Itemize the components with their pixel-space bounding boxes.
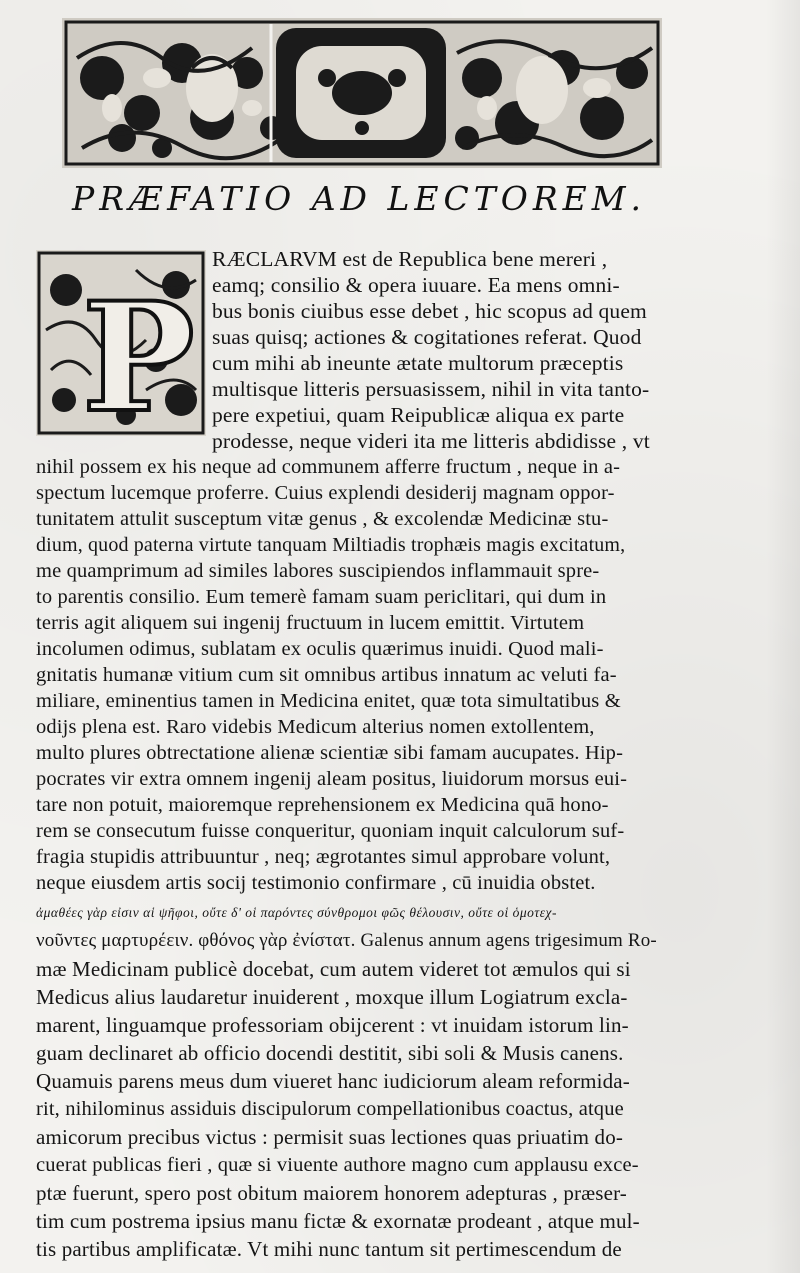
- text-line: gnitatis humanæ vitium cum sit omnibus artibus innatum ac veluti fa-: [36, 664, 617, 686]
- text-line: eamq; consilio & opera iuuare. Ea mens omni-: [212, 273, 620, 297]
- text-line: marent, linguamque professoriam obijcerent : vt inuidam istorum lin-: [36, 1013, 629, 1037]
- text-line: prodesse, neque videri ita me litteris abdidisse , vt: [212, 429, 650, 453]
- text-line: fragia stupidis attribuuntur , neq; ægrotantes simul approbare volunt,: [36, 846, 611, 868]
- text-line: νοῦντες μαρτυρέειν. φθόνος γὰρ ἐνίστατ. Galenus annum agens trigesimum Ro-: [36, 930, 657, 951]
- text-line: tim cum postrema ipsius manu fictæ & exornatæ prodeant , atque mul-: [36, 1209, 640, 1233]
- text-line: rem se consecutum fuisse conqueritur, quoniam inquit calculorum suf-: [36, 820, 625, 842]
- text-line: tare non potuit, maioremque reprehensionem ex Medicina quā hono-: [36, 794, 609, 816]
- text-line: dium, quod paterna virtute tanquam Miltiadis trophæis magis excitatum,: [36, 534, 626, 556]
- text-line: cum mihi ab ineunte ætate multorum præceptis: [212, 351, 624, 375]
- text-line: ptæ fuerunt, spero post obitum maiorem honorem adepturas , præser-: [36, 1181, 627, 1205]
- text-line: mæ Medicinam publicè docebat, cum autem videret tot æmulos qui si: [36, 957, 631, 981]
- page-title: PRÆFATIO AD LECTOREM.: [72, 179, 647, 218]
- text-line: pocrates vir extra omnem ingenij aleam positus, liuidorum morsus eui-: [36, 768, 628, 790]
- text-line: Quamuis parens meus dum viueret hanc iudiciorum aleam reformida-: [36, 1069, 630, 1093]
- text-line: spectum lucemque proferre. Cuius explendi desiderij magnam oppor-: [36, 482, 615, 504]
- text-line: me quamprimum ad similes labores suscipiendos inflammauit spre-: [36, 560, 600, 582]
- text-line: guam declinaret ab officio docendi destitit, sibi soli & Musis canens.: [36, 1041, 624, 1065]
- text-line: odijs plena est. Raro videbis Medicum alterius nomen extollentem,: [36, 716, 595, 738]
- greek-quote-line: ἀμαθέες γὰρ εἰσιν αἱ ψῆφοι, οὔτε δ' οἱ παρόντες σύνθρομοι φῶς θέλουσιν, οὔτε οἱ ὁμοτεχ-: [36, 905, 557, 920]
- text-line: nihil possem ex his neque ad communem afferre fructum , neque in a-: [36, 456, 621, 478]
- text-line: bus bonis ciuibus esse debet , hic scopus ad quem: [212, 299, 647, 323]
- text-line: rit, nihilominus assiduis discipulorum compellationibus coactus, atque: [36, 1098, 624, 1120]
- text-line: tunitatem attulit susceptum vitæ genus , & excolendæ Medicinæ stu-: [36, 508, 609, 530]
- text-line: pere expetiui, quam Reipublicæ aliqua ex parte: [212, 403, 625, 427]
- text-line: multisque litteris persuasissem, nihil in vita tanto-: [212, 377, 650, 401]
- text-line: incolumen odimus, sublatam ex oculis quærimus inuidi. Quod mali-: [36, 638, 604, 660]
- text-line: neque eiusdem artis socij testimonio confirmare , cū inuidia obstet.: [36, 872, 596, 894]
- initial-letter: P: [82, 270, 195, 436]
- text-line: RÆCLARVM est de Republica bene mereri ,: [212, 247, 608, 271]
- text-line: tis partibus amplificatæ. Vt mihi nunc tantum sit pertimescendum de: [36, 1237, 622, 1261]
- text-line: Medicus alius laudaretur inuiderent , moxque illum Logiatrum excla-: [36, 985, 628, 1009]
- text-line: terris agit aliquem sui ingenij fructuum in lucem emittit. Virtutem: [36, 612, 585, 634]
- text-line: amicorum precibus victus : permisit suas lectiones quas priuatim do-: [36, 1125, 623, 1149]
- text-line: miliare, eminentius tamen in Medicina enitet, quæ tota simultatibus &: [36, 690, 621, 712]
- text-line: cuerat publicas fieri , quæ si viuente authore magno cum applausu exce-: [36, 1154, 639, 1176]
- text-line: multo plures obtrectatione alienæ scientiæ sibi famam aucupates. Hip-: [36, 742, 624, 764]
- text-line: suas quisq; actiones & cogitationes referat. Quod: [212, 325, 642, 349]
- text-line: to parentis consilio. Eum temerè famam suam periclitari, qui dum in: [36, 586, 607, 608]
